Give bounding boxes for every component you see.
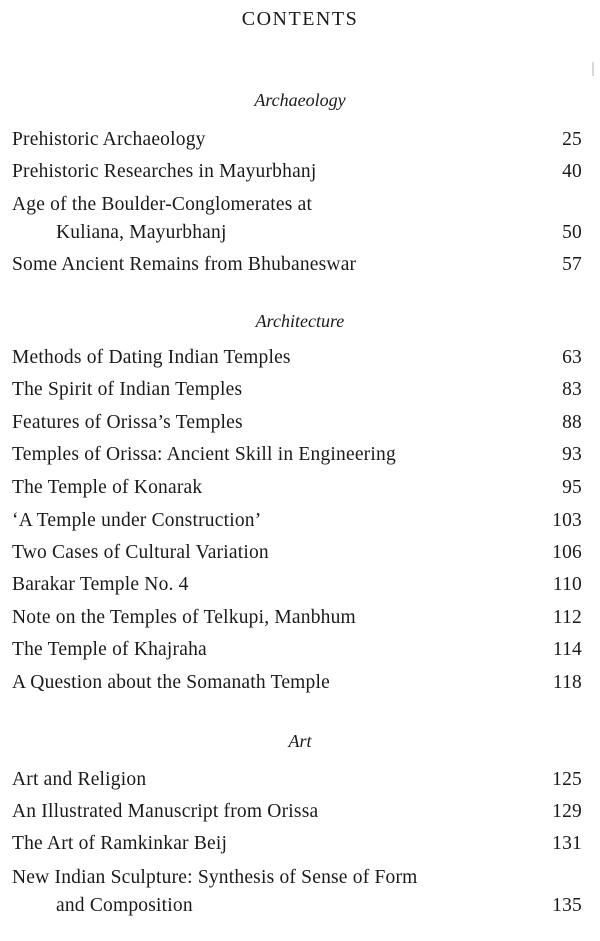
toc-entry xyxy=(12,376,582,404)
toc-entry-page: 125 xyxy=(552,769,582,790)
toc-entry-title: New Indian Sculpture: Synthesis of Sense of Form xyxy=(12,867,418,888)
toc-entry-page: 112 xyxy=(552,607,582,628)
toc-entry xyxy=(12,507,582,535)
toc-entry xyxy=(12,636,582,664)
toc-entry-page: 110 xyxy=(552,574,582,595)
page-title: CONTENTS xyxy=(241,8,359,30)
toc-entry xyxy=(12,798,582,826)
toc-entry xyxy=(12,126,582,154)
toc-entry-title: Note on the Temples of Telkupi, Manbhum xyxy=(12,607,356,628)
toc-entry-page: 83 xyxy=(562,379,582,400)
margin-mark xyxy=(592,62,594,76)
toc-entry-page: 57 xyxy=(562,254,582,275)
section-heading-architecture: Architecture xyxy=(255,311,345,331)
toc-entry-page: 114 xyxy=(552,639,582,660)
toc-entry-title: ‘A Temple under Construction’ xyxy=(12,510,262,531)
toc-entry-page: 103 xyxy=(552,510,582,531)
toc-entry-title: Methods of Dating Indian Temples xyxy=(12,347,291,368)
toc-entry-title: Some Ancient Remains from Bhubaneswar xyxy=(12,254,357,275)
toc-entry xyxy=(12,830,582,858)
toc-entry-title: Prehistoric Archaeology xyxy=(12,129,206,150)
toc-entry-title: The Art of Ramkinkar Beij xyxy=(12,833,228,854)
toc-entry-page: 106 xyxy=(552,542,582,563)
toc-entry-title: Two Cases of Cultural Variation xyxy=(12,542,269,563)
toc-entry-title: Temples of Orissa: Ancient Skill in Engineering xyxy=(12,444,396,465)
toc-entry-page: 63 xyxy=(562,347,582,368)
toc-entry-page: 129 xyxy=(552,801,582,822)
toc-entry-title-continued: Kuliana, Mayurbhanj xyxy=(56,222,227,243)
toc-entry-title: The Temple of Konarak xyxy=(12,477,203,498)
toc-entry-page: 25 xyxy=(562,129,582,150)
toc-entry-page: 50 xyxy=(562,222,582,243)
toc-entry-page: 40 xyxy=(562,161,582,182)
toc-entry-title: Features of Orissa’s Temples xyxy=(12,412,243,433)
toc-entry-title: Prehistoric Researches in Mayurbhanj xyxy=(12,161,317,182)
toc-entry xyxy=(12,864,582,920)
toc-entry xyxy=(12,409,582,437)
section-heading-archaeology: Archaeology xyxy=(254,90,346,110)
toc-entry xyxy=(12,251,582,279)
toc-entry-title: The Spirit of Indian Temples xyxy=(12,379,243,400)
toc-entry-page: 88 xyxy=(562,412,582,433)
toc-entry xyxy=(12,158,582,186)
toc-entry xyxy=(12,604,582,632)
toc-entry-title: Art and Religion xyxy=(12,769,147,790)
toc-entry-title: Barakar Temple No. 4 xyxy=(12,574,189,595)
toc-entry xyxy=(12,766,582,794)
toc-entry-title-continued: and Composition xyxy=(56,895,193,916)
toc-entry-page: 118 xyxy=(552,672,582,693)
toc-entry-page: 135 xyxy=(552,895,582,916)
toc-entry xyxy=(12,571,582,599)
toc-entry-title: Age of the Boulder-Conglomerates at xyxy=(12,194,313,215)
toc-entry-page: 131 xyxy=(552,833,582,854)
toc-entry xyxy=(12,669,582,697)
toc-entry xyxy=(12,474,582,502)
section-heading-art: Art xyxy=(288,731,312,751)
toc-entry xyxy=(12,344,582,372)
toc-entry xyxy=(12,441,582,469)
toc-entry-title: An Illustrated Manuscript from Orissa xyxy=(12,801,319,822)
toc-entry xyxy=(12,191,582,247)
toc-entry xyxy=(12,539,582,567)
toc-entry-title: The Temple of Khajraha xyxy=(12,639,207,660)
toc-entry-page: 93 xyxy=(562,444,582,465)
toc-entry-title: A Question about the Somanath Temple xyxy=(12,672,330,693)
toc-entry-page: 95 xyxy=(562,477,582,498)
